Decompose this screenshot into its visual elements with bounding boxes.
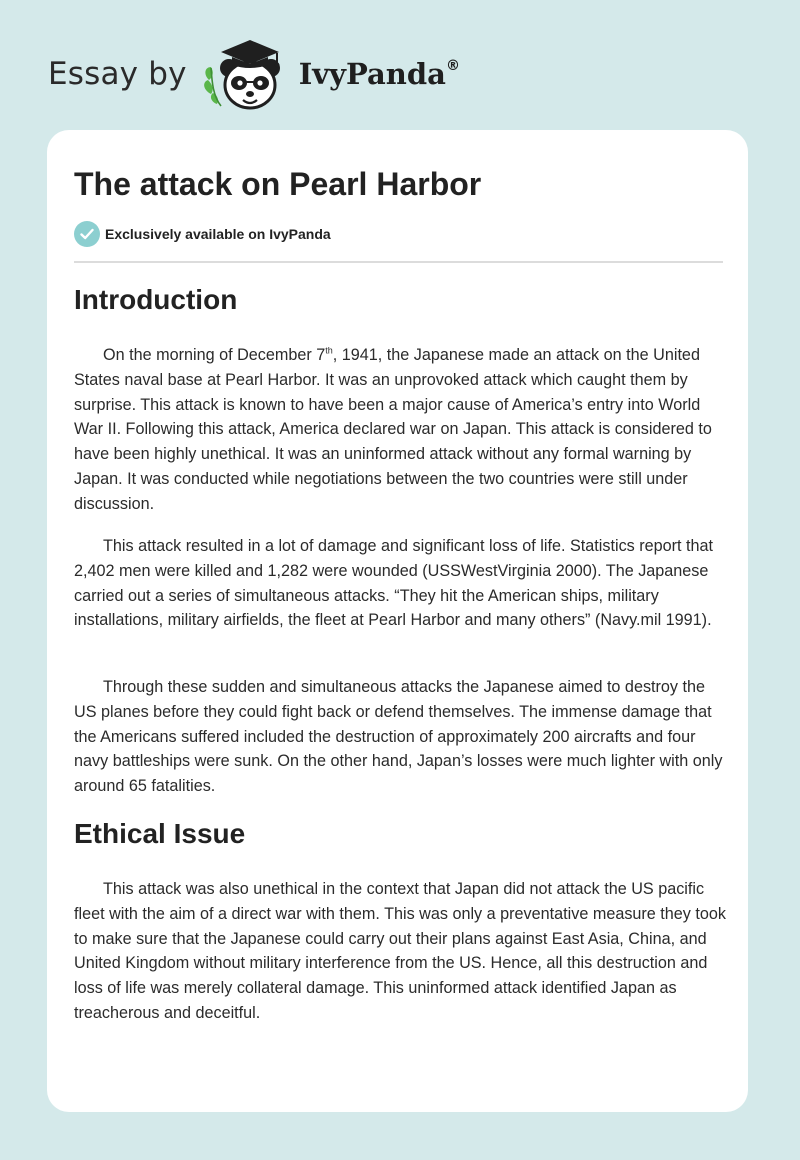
ordinal-suffix: th	[325, 345, 333, 356]
essay-card	[47, 130, 748, 1112]
exclusive-label: Exclusively available on IvyPanda	[105, 226, 331, 242]
ivypanda-logo-icon[interactable]	[199, 34, 295, 114]
section-heading-ethical-issue: Ethical Issue	[74, 818, 246, 849]
paragraph: This attack was also unethical in the context that Japan did not attack the US pacific fleet with the aim of a direct war with them. This was only a preventative measure they took to make sure that the Japanese could carry out their plans against East Asia, China, and United Kingdom without military interference from the US. Hence, all this destruction and loss of life was merely collateral damage. This uninformed attack identified Japan as treacherous and deceitful.	[74, 880, 726, 1022]
page-title: The attack on Pearl Harbor	[74, 166, 482, 202]
essay-by-label: Essay by	[48, 56, 187, 92]
registered-mark: ®	[445, 58, 460, 74]
paragraph: This attack resulted in a lot of damage and significant loss of life. Statistics report that 2,402 men were killed and 1,282 were wounded (USSWestVirginia 2000). The Japanese carried out a series of simultaneous attacks. “They hit the American ships, military installations, military airfields, the fleet at Pearl Harbor and many others” (Navy.mil 1991).	[74, 537, 714, 630]
paragraph: Through these sudden and simultaneous attacks the Japanese aimed to destroy the US planes before they could fight back or defend themselves. The immense damage that the Americans suffered included the destruction of approximately 200 aircrafts and four navy battleships were sunk. On the other hand, Japan’s losses were much lighter with only around 65 fatalities.	[74, 678, 723, 796]
exclusive-badge	[74, 221, 331, 247]
divider	[74, 261, 723, 263]
section-heading-introduction: Introduction	[74, 284, 238, 315]
brand-name[interactable]: IvyPanda®	[298, 57, 460, 91]
check-circle-icon	[74, 221, 100, 247]
paragraph: On the morning of December 7th, 1941, the Japanese made an attack on the United States naval base at Pearl Harbor. It was an unprovoked attack which caught them by surprise. This attack is known to have been a major cause of America’s entry into World War II. Following this attack, America declared war on Japan. This attack is considered to have been highly unethical. It was an uninformed attack without any formal warning by Japan. It was conducted while negotiations between the two countries were still under discussion.	[74, 345, 712, 513]
site-header	[48, 34, 460, 114]
